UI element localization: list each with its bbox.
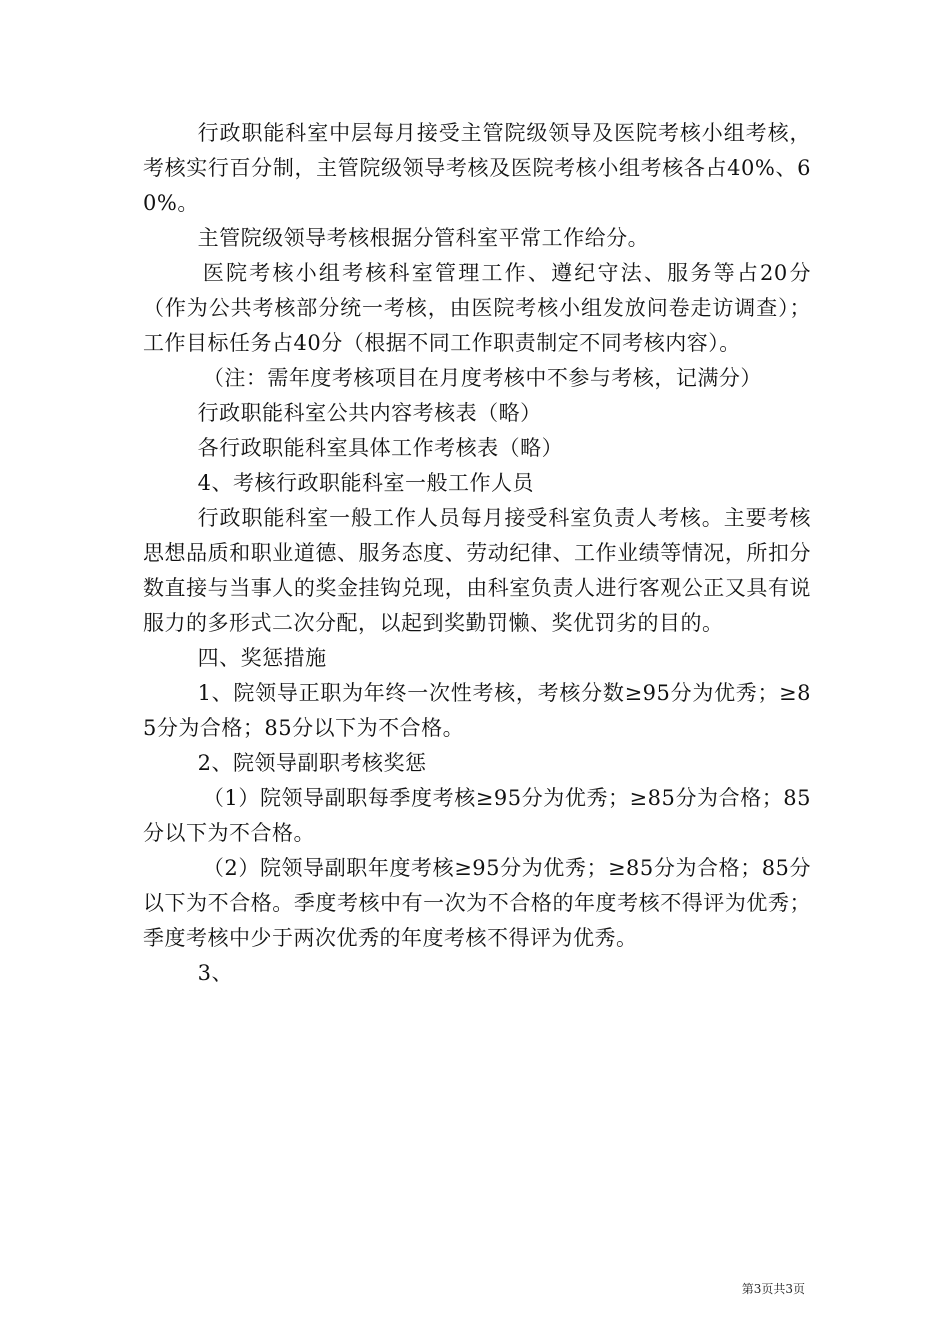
- page-number-footer: 第3页共3页: [741, 1282, 805, 1296]
- document-body: [143, 116, 811, 991]
- section-heading-rewards-penalties: 四、奖惩措施: [197, 646, 327, 670]
- paragraph-specific-work-table: 各行政职能科室具体工作考核表（略）: [197, 436, 564, 460]
- paragraph-principal-leader-assessment: 1、院领导正职为年终一次性考核，考核分数≥95分为优秀；≥85分为合格；85分以下为不合格。: [143, 681, 811, 740]
- paragraph-note: （注：需年度考核项目在月度考核中不参与考核，记满分）: [202, 366, 762, 390]
- paragraph-leader-scoring: 主管院级领导考核根据分管科室平常工作给分。: [197, 226, 650, 250]
- paragraph-assessment-group-scoring: 医院考核小组考核科室管理工作、遵纪守法、服务等占20分（作为公共考核部分统一考核，由医院考核小组发放问卷走访调查）；工作目标任务占40分（根据不同工作职责制定不同考核内容）。: [143, 261, 811, 355]
- section-heading-general-staff: 4、考核行政职能科室一般工作人员: [197, 471, 534, 495]
- section-heading-deputy-leader: 2、院领导副职考核奖惩: [197, 751, 427, 775]
- paragraph-public-content-table: 行政职能科室公共内容考核表（略）: [197, 401, 542, 425]
- paragraph-general-staff-assessment: 行政职能科室一般工作人员每月接受科室负责人考核。主要考核思想品质和职业道德、服务态度、劳动纪律、工作业绩等情况，所扣分数直接与当事人的奖金挂钩兑现，由科室负责人进行客观公正又具有说服力的多形式二次分配，以起到奖勤罚懒、奖优罚劣的目的。: [143, 506, 811, 635]
- paragraph-deputy-quarterly: （1）院领导副职每季度考核≥95分为优秀；≥85分为合格；85分以下为不合格。: [143, 786, 811, 845]
- paragraph-deputy-annual: （2）院领导副职年度考核≥95分为优秀；≥85分为合格；85分以下为不合格。季度考核中有一次为不合格的年度考核不得评为优秀；季度考核中少于两次优秀的年度考核不得评为优秀。: [143, 856, 811, 950]
- paragraph-middle-management-assessment: 行政职能科室中层每月接受主管院级领导及医院考核小组考核，考核实行百分制，主管院级领导考核及医院考核小组考核各占40%、60%。: [143, 121, 811, 215]
- paragraph-item-3: 3、: [197, 961, 233, 985]
